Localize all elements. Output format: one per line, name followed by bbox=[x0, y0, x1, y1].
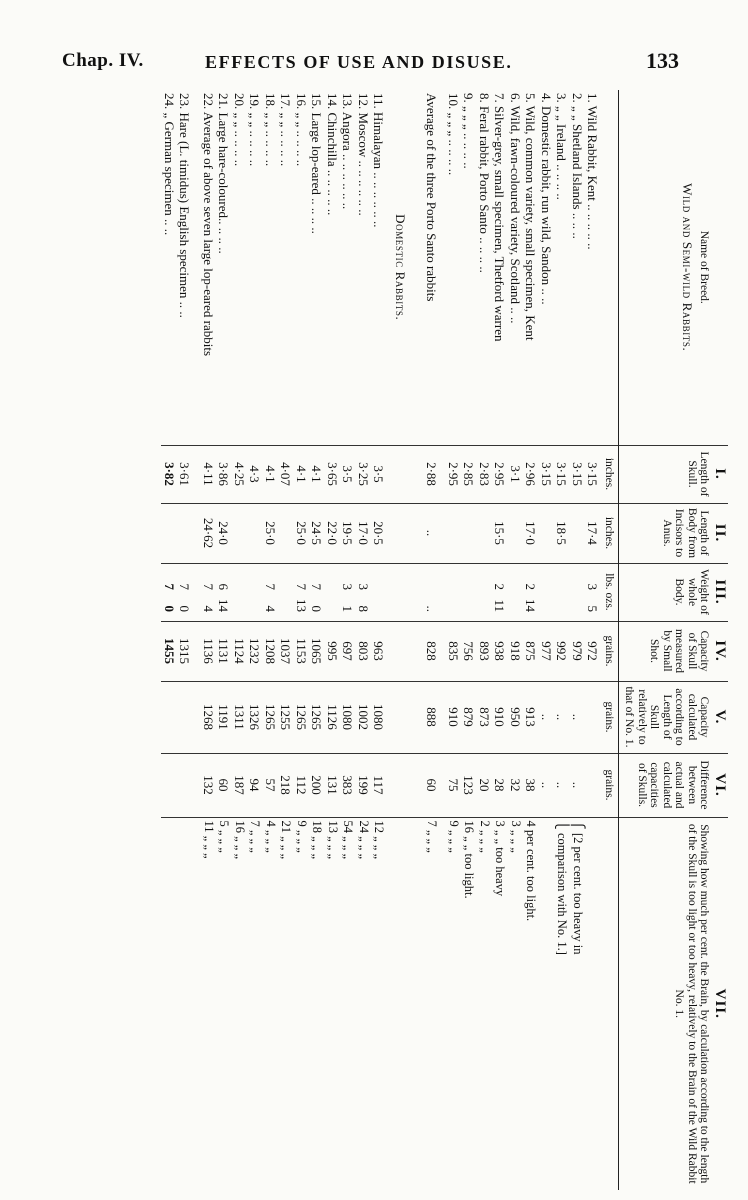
calculated-capacity-cell: 1265 bbox=[294, 681, 310, 753]
body-length-cell bbox=[278, 503, 294, 563]
col4-number: IV. bbox=[712, 640, 728, 662]
difference-cell: 112 bbox=[294, 753, 310, 817]
name-header-label: Name of Breed. bbox=[698, 230, 710, 304]
skull-capacity-cell: 893 bbox=[477, 621, 493, 681]
body-weight-cell bbox=[278, 563, 294, 621]
col5-unit: grains. bbox=[601, 681, 619, 753]
skull-length-cell: 4·1 bbox=[294, 445, 310, 503]
table-row bbox=[356, 90, 372, 1190]
skull-length-cell: 3·15 bbox=[570, 445, 586, 503]
skull-capacity-cell: 1153 bbox=[294, 621, 310, 681]
percent-note-cell: 2 „ „ „ bbox=[477, 817, 493, 1190]
row-gap bbox=[193, 90, 201, 1190]
weight-ozs: 1 bbox=[340, 605, 356, 612]
percent-note-cell bbox=[585, 817, 601, 1190]
domestic-section bbox=[387, 90, 417, 1190]
weight-lbs: 7 bbox=[309, 583, 325, 590]
body-length-cell: 18·5 bbox=[554, 503, 570, 563]
calculated-capacity-cell: 1265 bbox=[263, 681, 279, 753]
skull-length-cell: 2·95 bbox=[446, 445, 462, 503]
skull-length-cell: 3·86 bbox=[216, 445, 232, 503]
percent-note-cell: 16 „ „ too light. bbox=[461, 817, 477, 1190]
col5-header bbox=[619, 681, 729, 753]
skull-capacity-cell: 1124 bbox=[232, 621, 248, 681]
table-row bbox=[416, 90, 446, 1190]
breed-name: 4. Domestic rabbit, run wild, Sandon .. .. bbox=[539, 93, 554, 305]
percent-note-cell: 5 „ „ „ bbox=[216, 817, 232, 1190]
body-length-cell: 25·0 bbox=[263, 503, 279, 563]
body-weight-cell bbox=[201, 563, 217, 621]
col4-unit: grains. bbox=[601, 621, 619, 681]
table-row bbox=[461, 90, 477, 1190]
col6-label: Difference between actual and calculated capacities of Skulls. bbox=[636, 760, 711, 810]
table-row bbox=[309, 90, 325, 1190]
body-length-cell: 25·0 bbox=[294, 503, 310, 563]
calculated-capacity-cell: 888 bbox=[416, 681, 446, 753]
difference-cell: 32 bbox=[508, 753, 524, 817]
skull-capacity-cell: 979 bbox=[570, 621, 586, 681]
difference-cell: 38 bbox=[523, 753, 539, 817]
weight-ozs: 0 bbox=[309, 605, 325, 612]
calculated-capacity-cell: 1126 bbox=[325, 681, 341, 753]
percent-note-cell: ⎩ comparison with No. 1.] bbox=[554, 817, 570, 1190]
skull-capacity-cell: 803 bbox=[356, 621, 372, 681]
difference-cell: 199 bbox=[356, 753, 372, 817]
percent-note-cell: 24 „ „ „ bbox=[356, 817, 372, 1190]
skull-capacity-cell: 835 bbox=[446, 621, 462, 681]
skull-length-cell: 4·1 bbox=[263, 445, 279, 503]
calculated-capacity-cell bbox=[585, 681, 601, 753]
body-weight-cell bbox=[371, 563, 387, 621]
table-row bbox=[263, 90, 279, 1190]
weight-lbs: 2 bbox=[492, 583, 508, 590]
breed-name: Average of the three Porto Santo rabbits bbox=[424, 93, 440, 302]
table-row bbox=[162, 90, 178, 1190]
difference-cell: 200 bbox=[309, 753, 325, 817]
calculated-capacity-cell: 910 bbox=[446, 681, 462, 753]
body-weight-cell bbox=[216, 563, 232, 621]
breed-name: 9. „ „ „ .. .. .. .. bbox=[461, 93, 477, 169]
body-weight-cell bbox=[340, 563, 356, 621]
percent-note-cell: 54 „ „ „ bbox=[340, 817, 356, 1190]
weight-ozs: 13 bbox=[294, 599, 309, 612]
skull-capacity-cell: 963 bbox=[371, 621, 387, 681]
percent-note-cell: 7 „ „ „ bbox=[416, 817, 446, 1190]
body-length-cell bbox=[508, 503, 524, 563]
body-length-cell: 17·0 bbox=[523, 503, 539, 563]
body-weight-cell bbox=[162, 563, 178, 621]
table-row bbox=[570, 90, 586, 1190]
breed-name: 22. Average of above seven large lop-eared rabbits bbox=[201, 93, 216, 357]
calculated-capacity-cell: .. bbox=[539, 681, 555, 753]
col5-number: V. bbox=[712, 709, 728, 725]
skull-length-cell: 4·11 bbox=[201, 445, 217, 503]
calculated-capacity-cell: 1311 bbox=[232, 681, 248, 753]
col3-unit-lbs: lbs. bbox=[603, 573, 615, 590]
body-weight-cell bbox=[416, 563, 446, 621]
col3-number: III. bbox=[712, 579, 728, 605]
body-weight-cell bbox=[570, 563, 586, 621]
skull-length-cell: 2·85 bbox=[461, 445, 477, 503]
skull-length-cell: 3·25 bbox=[356, 445, 372, 503]
difference-cell: 131 bbox=[325, 753, 341, 817]
col2-number: II. bbox=[712, 523, 728, 543]
body-length-cell: 15·5 bbox=[492, 503, 508, 563]
table-row bbox=[371, 90, 387, 1190]
breed-name: 13. Angora .. .. .. .. .. .. bbox=[340, 93, 356, 210]
body-length-cell: 17·4 bbox=[585, 503, 601, 563]
difference-cell: 218 bbox=[278, 753, 294, 817]
page-header bbox=[0, 0, 748, 86]
difference-cell: 123 bbox=[461, 753, 477, 817]
col7-number: VII. bbox=[712, 988, 728, 1019]
calculated-capacity-cell: 1191 bbox=[216, 681, 232, 753]
page-number: 133 bbox=[646, 48, 679, 73]
difference-cell: 60 bbox=[416, 753, 446, 817]
body-length-cell bbox=[461, 503, 477, 563]
body-weight-cell bbox=[309, 563, 325, 621]
col5-label: Capacity calculated according to Length of Skull relatively to that of No. 1. bbox=[623, 686, 711, 748]
running-title: EFFECTS OF USE AND DISUSE. bbox=[205, 52, 513, 72]
skull-capacity-cell: 938 bbox=[492, 621, 508, 681]
breed-name: 11. Himalayan .. .. .. .. .. .. bbox=[371, 93, 387, 228]
skull-length-cell: 4·07 bbox=[278, 445, 294, 503]
skull-length-cell: 3·15 bbox=[585, 445, 601, 503]
weight-lbs: 6 bbox=[216, 583, 232, 590]
skull-capacity-cell: 1037 bbox=[278, 621, 294, 681]
weight-ozs: 14 bbox=[523, 599, 539, 612]
col4-label: Capacity of Skull measured by Small Shot. bbox=[648, 628, 711, 674]
body-length-cell bbox=[247, 503, 263, 563]
table-row bbox=[554, 90, 570, 1190]
difference-cell: 20 bbox=[477, 753, 493, 817]
table-row bbox=[492, 90, 508, 1190]
percent-note-cell: 13 „ „ „ bbox=[325, 817, 341, 1190]
body-length-cell bbox=[539, 503, 555, 563]
body-weight-cell bbox=[232, 563, 248, 621]
table-row bbox=[446, 90, 462, 1190]
breed-name: 15. Large lop-eared .. .. .. .. bbox=[309, 93, 325, 234]
col6-unit: grains. bbox=[601, 753, 619, 817]
col1-number: I. bbox=[712, 468, 728, 480]
skull-length-cell: 3·5 bbox=[371, 445, 387, 503]
difference-cell: 28 bbox=[492, 753, 508, 817]
table-row bbox=[539, 90, 555, 1190]
calculated-capacity-cell: 913 bbox=[523, 681, 539, 753]
calculated-capacity-cell: 1080 bbox=[340, 681, 356, 753]
calculated-capacity-cell: 1002 bbox=[356, 681, 372, 753]
col6-header bbox=[619, 753, 729, 817]
body-weight-cell bbox=[477, 563, 493, 621]
breed-name: 24. „ German specimen .. .. bbox=[162, 93, 177, 236]
skull-length-cell: 4·3 bbox=[247, 445, 263, 503]
skull-capacity-cell: 1315 bbox=[177, 621, 193, 681]
calculated-capacity-cell bbox=[162, 681, 178, 753]
skull-length-cell: 3·15 bbox=[554, 445, 570, 503]
percent-note-cell: 16 „ „ „ bbox=[232, 817, 248, 1190]
difference-cell: 60 bbox=[216, 753, 232, 817]
weight-lbs: 3 bbox=[356, 583, 371, 590]
col2-header bbox=[619, 503, 729, 563]
breed-name: 21. Large hare-coloured.. .. .. .. bbox=[216, 93, 232, 254]
breed-name: 16. „ „ .. .. .. .. bbox=[294, 93, 309, 167]
body-weight-cell bbox=[523, 563, 539, 621]
difference-cell: 117 bbox=[371, 753, 387, 817]
breed-name: 5. Wild, common variety, small specimen, Kent bbox=[523, 93, 539, 341]
col7-label: Showing how much per cent. the Brain, by calculation according to the length of the Skull is too light or too heavy, relatively to the Brain of the Wild Rabbit No. 1. bbox=[673, 823, 711, 1184]
chapter-label: Chap. IV. bbox=[62, 50, 144, 71]
skull-length-cell: 3·65 bbox=[325, 445, 341, 503]
percent-note-cell: 11 „ „ „ bbox=[201, 817, 217, 1190]
weight-ozs: 11 bbox=[492, 599, 508, 612]
weight-ozs: 4 bbox=[263, 605, 278, 612]
table-row bbox=[585, 90, 601, 1190]
breed-name: 12. Moscow .. .. .. .. .. .. bbox=[356, 93, 371, 216]
skull-capacity-cell: 697 bbox=[340, 621, 356, 681]
body-weight-cell bbox=[177, 563, 193, 621]
breed-name: 6. Wild, fawn-coloured variety, Scotland .. .. bbox=[508, 93, 523, 324]
calculated-capacity-cell: .. bbox=[554, 681, 570, 753]
body-length-cell bbox=[162, 503, 178, 563]
breed-name: 3. „ „ Ireland .. .. .. .. bbox=[554, 93, 570, 200]
col6-number: VI. bbox=[712, 773, 728, 797]
breed-name: 8. Feral rabbit, Porto Santo .. .. .. .. bbox=[477, 93, 492, 273]
col7-header bbox=[619, 817, 729, 1190]
weight-ozs: 4 bbox=[201, 605, 216, 612]
difference-cell: .. bbox=[539, 753, 555, 817]
skull-capacity-cell: 977 bbox=[539, 621, 555, 681]
breed-name: 1. Wild Rabbit, Kent .. .. .. .. .. bbox=[585, 93, 601, 250]
units-row bbox=[601, 90, 619, 1190]
difference-cell bbox=[177, 753, 193, 817]
breed-name: 20. „ „ .. .. .. .. bbox=[232, 93, 247, 167]
skull-length-cell: 4·1 bbox=[309, 445, 325, 503]
body-weight-cell bbox=[247, 563, 263, 621]
col1-label: Length of Skull. bbox=[686, 451, 711, 497]
calculated-capacity-cell: 1326 bbox=[247, 681, 263, 753]
skull-capacity-cell: 1131 bbox=[216, 621, 232, 681]
body-weight-cell bbox=[539, 563, 555, 621]
col2-unit: inches. bbox=[601, 503, 619, 563]
wild-section-title: Wild and Semi-wild Rabbits. bbox=[680, 183, 696, 352]
col1-header bbox=[619, 445, 729, 503]
breed-name: 18. „ „ .. .. .. .. bbox=[263, 93, 278, 167]
difference-cell: .. bbox=[570, 753, 586, 817]
body-weight-cell bbox=[461, 563, 477, 621]
calculated-capacity-cell: 873 bbox=[477, 681, 493, 753]
calculated-capacity-cell bbox=[177, 681, 193, 753]
skull-capacity-cell: 875 bbox=[523, 621, 539, 681]
skull-capacity-cell: 992 bbox=[554, 621, 570, 681]
skull-capacity-cell: 1232 bbox=[247, 621, 263, 681]
table-row bbox=[294, 90, 310, 1190]
weight-ozs: 14 bbox=[216, 599, 232, 612]
body-weight-cell bbox=[294, 563, 310, 621]
col3-header bbox=[619, 563, 729, 621]
skull-capacity-cell: 995 bbox=[325, 621, 341, 681]
weight-ozs: 8 bbox=[356, 605, 371, 612]
percent-note-cell bbox=[162, 817, 178, 1190]
rabbit-skull-table bbox=[162, 90, 729, 1190]
table-row bbox=[523, 90, 539, 1190]
percent-note-cell: 7 „ „ „ bbox=[247, 817, 263, 1190]
difference-cell: 94 bbox=[247, 753, 263, 817]
calculated-capacity-cell: 1265 bbox=[309, 681, 325, 753]
breed-name: 23. Hare (L. timidus) English specimen .. .. bbox=[177, 93, 193, 318]
table-row bbox=[278, 90, 294, 1190]
table-row bbox=[216, 90, 232, 1190]
body-weight-cell bbox=[325, 563, 341, 621]
weight-ozs: .. bbox=[424, 605, 440, 612]
difference-cell: 383 bbox=[340, 753, 356, 817]
body-weight-cell bbox=[508, 563, 524, 621]
table-row bbox=[477, 90, 493, 1190]
table-body bbox=[162, 90, 619, 1190]
skull-length-cell: 3·82 bbox=[162, 445, 178, 503]
skull-length-cell: 2·95 bbox=[492, 445, 508, 503]
breed-name: 2. „ „ Shetland Islands .. .. .. bbox=[570, 93, 585, 239]
difference-cell bbox=[162, 753, 178, 817]
percent-note-cell: 12 „ „ „ bbox=[371, 817, 387, 1190]
percent-note-cell bbox=[539, 817, 555, 1190]
body-length-cell: .. bbox=[416, 503, 446, 563]
percent-note-cell: 21 „ „ „ bbox=[278, 817, 294, 1190]
rotated-table-container bbox=[8, 90, 728, 1190]
skull-length-cell: 2·88 bbox=[416, 445, 446, 503]
calculated-capacity-cell: 879 bbox=[461, 681, 477, 753]
col4-header bbox=[619, 621, 729, 681]
table-header-row bbox=[619, 90, 729, 1190]
skull-capacity-cell: 756 bbox=[461, 621, 477, 681]
weight-lbs: 7 bbox=[263, 583, 278, 590]
calculated-capacity-cell: 1080 bbox=[371, 681, 387, 753]
body-length-cell: 22·0 bbox=[325, 503, 341, 563]
calculated-capacity-cell: .. bbox=[570, 681, 586, 753]
body-weight-cell bbox=[492, 563, 508, 621]
skull-capacity-cell: 1455 bbox=[162, 621, 178, 681]
breed-name: 14. Chinchilla .. .. .. .. .. bbox=[325, 93, 340, 216]
breed-name: 7. Silver-grey, small specimen, Thetford warren bbox=[492, 93, 508, 342]
weight-lbs: 7 bbox=[294, 583, 309, 590]
skull-length-cell: 2·83 bbox=[477, 445, 493, 503]
table-row bbox=[247, 90, 263, 1190]
breed-name: 17. „ „ .. .. .. .. bbox=[278, 93, 294, 167]
table-row bbox=[340, 90, 356, 1190]
percent-note-cell: 3 „ „ „ bbox=[508, 817, 524, 1190]
calculated-capacity-cell: 1268 bbox=[201, 681, 217, 753]
difference-cell: 132 bbox=[201, 753, 217, 817]
weight-ozs: 0 bbox=[162, 605, 177, 612]
weight-ozs: 0 bbox=[177, 605, 193, 612]
skull-capacity-cell: 828 bbox=[416, 621, 446, 681]
skull-length-cell: 3·1 bbox=[508, 445, 524, 503]
weight-lbs: 7 bbox=[162, 583, 177, 590]
weight-lbs: 2 bbox=[523, 583, 539, 590]
body-length-cell: 17·0 bbox=[356, 503, 372, 563]
body-length-cell bbox=[570, 503, 586, 563]
body-length-cell: 24·0 bbox=[216, 503, 232, 563]
body-length-cell bbox=[477, 503, 493, 563]
name-column-header bbox=[619, 90, 729, 445]
difference-cell: .. bbox=[554, 753, 570, 817]
table-row bbox=[232, 90, 248, 1190]
body-length-cell bbox=[177, 503, 193, 563]
body-length-cell bbox=[446, 503, 462, 563]
percent-note-cell: 9 „ „ „ bbox=[446, 817, 462, 1190]
body-weight-cell bbox=[554, 563, 570, 621]
weight-ozs: 5 bbox=[585, 605, 601, 612]
body-length-cell: 24·62 bbox=[201, 503, 217, 563]
percent-note-cell: 4 per cent. too light. bbox=[523, 817, 539, 1190]
difference-cell: 57 bbox=[263, 753, 279, 817]
col3-label: Weight of whole Body. bbox=[673, 569, 711, 615]
percent-note-cell: 9 „ „ „ bbox=[294, 817, 310, 1190]
body-weight-cell bbox=[446, 563, 462, 621]
body-length-cell: 19·5 bbox=[340, 503, 356, 563]
skull-length-cell: 3·5 bbox=[340, 445, 356, 503]
difference-cell bbox=[585, 753, 601, 817]
skull-length-cell: 3·15 bbox=[539, 445, 555, 503]
body-length-cell: 20·5 bbox=[371, 503, 387, 563]
weight-lbs: 7 bbox=[177, 583, 193, 590]
difference-cell: 187 bbox=[232, 753, 248, 817]
col1-unit: inches. bbox=[601, 445, 619, 503]
calculated-capacity-cell: 910 bbox=[492, 681, 508, 753]
skull-capacity-cell: 1208 bbox=[263, 621, 279, 681]
body-length-cell: 24·5 bbox=[309, 503, 325, 563]
weight-lbs: 3 bbox=[585, 583, 601, 590]
domestic-section-title: Domestic Rabbits. bbox=[393, 214, 408, 321]
percent-note-cell: ⎧ [2 per cent. too heavy in bbox=[570, 817, 586, 1190]
skull-length-cell: 3·61 bbox=[177, 445, 193, 503]
skull-capacity-cell: 918 bbox=[508, 621, 524, 681]
breed-name: 19. „ „ .. .. .. .. bbox=[247, 93, 263, 167]
table-row bbox=[177, 90, 193, 1190]
col3-unit-ozs: ozs. bbox=[603, 592, 615, 611]
skull-capacity-cell: 972 bbox=[585, 621, 601, 681]
percent-note-cell: 4 „ „ „ bbox=[263, 817, 279, 1190]
skull-capacity-cell: 1136 bbox=[201, 621, 217, 681]
body-weight-cell bbox=[585, 563, 601, 621]
calculated-capacity-cell: 950 bbox=[508, 681, 524, 753]
col3-unit bbox=[601, 563, 619, 621]
table-row bbox=[201, 90, 217, 1190]
calculated-capacity-cell: 1255 bbox=[278, 681, 294, 753]
breed-name: 10. „ „ „ .. .. .. .. bbox=[446, 93, 461, 176]
percent-note-cell: 3 „ „ too heavy bbox=[492, 817, 508, 1190]
body-length-cell bbox=[232, 503, 248, 563]
col2-label: Length of Body from Incisors to Anus. bbox=[661, 507, 711, 559]
table-row bbox=[325, 90, 341, 1190]
table-row bbox=[508, 90, 524, 1190]
body-weight-cell bbox=[263, 563, 279, 621]
difference-cell: 75 bbox=[446, 753, 462, 817]
skull-length-cell: 2·96 bbox=[523, 445, 539, 503]
skull-length-cell: 4·25 bbox=[232, 445, 248, 503]
body-weight-cell bbox=[356, 563, 372, 621]
weight-lbs: 7 bbox=[201, 583, 216, 590]
weight-lbs: 3 bbox=[340, 583, 356, 590]
percent-note-cell bbox=[177, 817, 193, 1190]
percent-note-cell: 18 „ „ „ bbox=[309, 817, 325, 1190]
skull-capacity-cell: 1065 bbox=[309, 621, 325, 681]
